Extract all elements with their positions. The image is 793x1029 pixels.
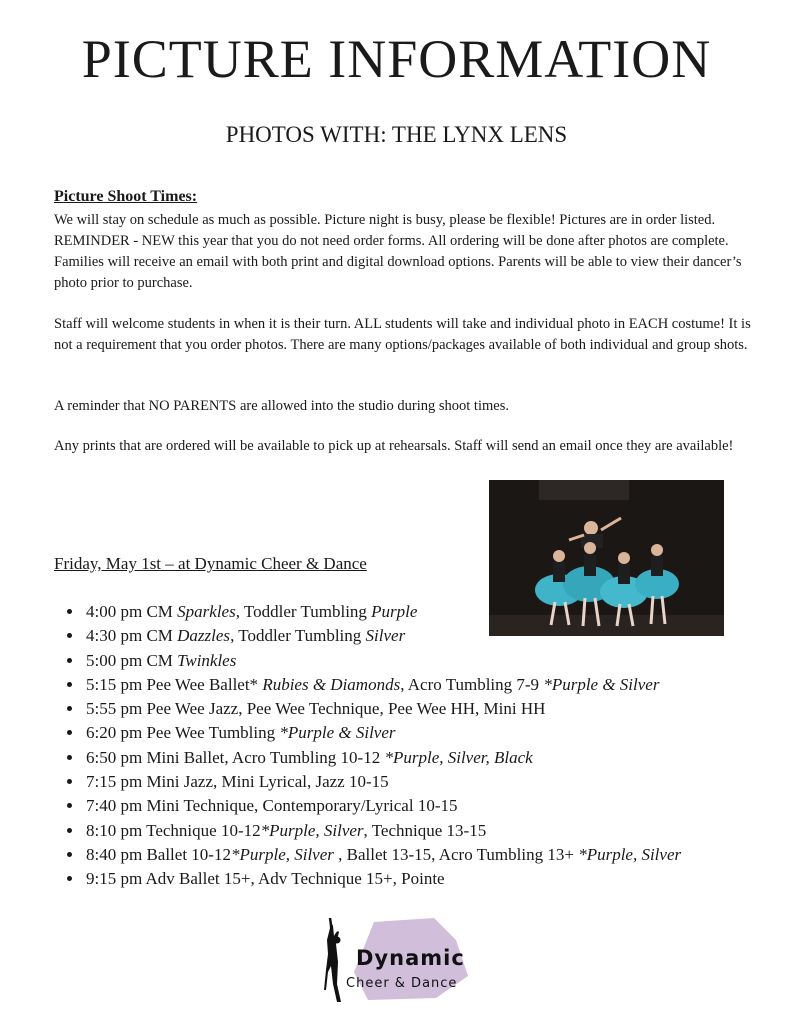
- intro-paragraph: A reminder that NO PARENTS are allowed into the studio during shoot times.: [54, 398, 509, 414]
- schedule-item-emphasis: *Purple & Silver: [543, 674, 660, 694]
- schedule-item-emphasis: *Purple, Silver: [578, 844, 682, 864]
- schedule-item-emphasis: Rubies & Diamonds: [262, 674, 401, 694]
- schedule-item-text: 4:00 pm CM: [86, 602, 178, 621]
- schedule-item-text: 4:30 pm CM: [86, 626, 178, 646]
- logo-line-2: Cheer & Dance: [346, 976, 458, 991]
- schedule-item-text: 8:40 pm Ballet 10-12: [86, 844, 231, 864]
- schedule-item-text: , Ballet 13-15, Acro Tumbling 13+: [338, 844, 579, 864]
- page-subtitle: PHOTOS WITH: THE LYNX LENS: [225, 122, 568, 147]
- schedule-item-text: 5:00 pm CM: [86, 650, 178, 670]
- schedule-item-text: , Toddler Tumbling: [230, 626, 366, 646]
- schedule-item-emphasis: *Purple, Silver: [260, 820, 364, 840]
- schedule-item-emphasis: *Purple, Silver: [230, 844, 339, 864]
- schedule-item-text: , Toddler Tumbling: [235, 602, 372, 621]
- event-heading: Friday, May 1st – at Dynamic Cheer & Dance: [54, 554, 367, 573]
- schedule-item-text: , Technique 13-15: [363, 820, 487, 840]
- logo-line-1: Dynamic: [356, 946, 465, 970]
- schedule-item: [84, 819, 681, 843]
- intro-paragraph: Staff will welcome students in when it is their turn. ALL students will take and individual photo in EACH costume! It is not a requirement that you order photos. There are many options/packages available of both individual and group shots.: [54, 316, 751, 353]
- schedule-item-emphasis: Dazzles: [177, 626, 231, 646]
- schedule-item-text: 5:15 pm Pee Wee Ballet*: [86, 674, 263, 694]
- schedule-item-text: 6:50 pm Mini Ballet, Acro Tumbling 10-12: [86, 747, 385, 767]
- schedule-item-text: , Acro Tumbling 7-9: [400, 674, 544, 694]
- schedule-item-text: 9:15 pm Adv Ballet 15+, Adv Technique 15+, Pointe: [86, 869, 445, 889]
- schedule-item: [84, 624, 681, 648]
- schedule-item-emphasis: Silver: [365, 626, 406, 646]
- schedule-item-text: 8:10 pm Technique 10-12: [86, 820, 261, 840]
- schedule-item-emphasis: Sparkles: [177, 602, 236, 621]
- schedule-item: [84, 600, 681, 624]
- schedule-item-emphasis: Twinkles: [177, 650, 237, 670]
- dynamic-cheer-dance-logo: [316, 914, 476, 1006]
- intro-paragraph: Any prints that are ordered will be available to pick up at rehearsals. Staff will send an email once they are available!: [54, 438, 734, 454]
- schedule-item: [84, 673, 681, 697]
- schedule-item: [84, 649, 681, 673]
- schedule-item: [84, 794, 681, 818]
- page-title: PICTURE INFORMATION: [81, 29, 712, 89]
- schedule-item: [84, 770, 681, 794]
- schedule-item: [84, 697, 681, 721]
- schedule-item-emphasis: *Purple & Silver: [279, 723, 396, 743]
- schedule-item-emphasis: Purple: [371, 602, 418, 621]
- schedule-item-text: 6:20 pm Pee Wee Tumbling: [86, 723, 280, 743]
- schedule-item-text: 7:40 pm Mini Technique, Contemporary/Lyrical 10-15: [86, 796, 458, 816]
- intro-paragraph: We will stay on schedule as much as possible. Picture night is busy, please be flexible! Pictures are in order listed. REMINDER - NEW this year that you do not need order forms. All ordering will be done after photos are complete. Families will receive an email with both print and digital download options. Parents will be able to view their dancer’s photo prior to purchase.: [54, 212, 742, 291]
- section-heading: Picture Shoot Times:: [54, 188, 198, 205]
- schedule-item: [84, 746, 681, 770]
- schedule-item: [84, 721, 681, 745]
- schedule-item: [84, 867, 681, 891]
- schedule-item-emphasis: *Purple, Silver, Black: [384, 747, 533, 767]
- schedule-list: [62, 600, 681, 892]
- schedule-item-text: 7:15 pm Mini Jazz, Mini Lyrical, Jazz 10-15: [86, 772, 389, 792]
- schedule-item-text: 5:55 pm Pee Wee Jazz, Pee Wee Technique, Pee Wee HH, Mini HH: [86, 699, 546, 719]
- schedule-item: [84, 843, 681, 867]
